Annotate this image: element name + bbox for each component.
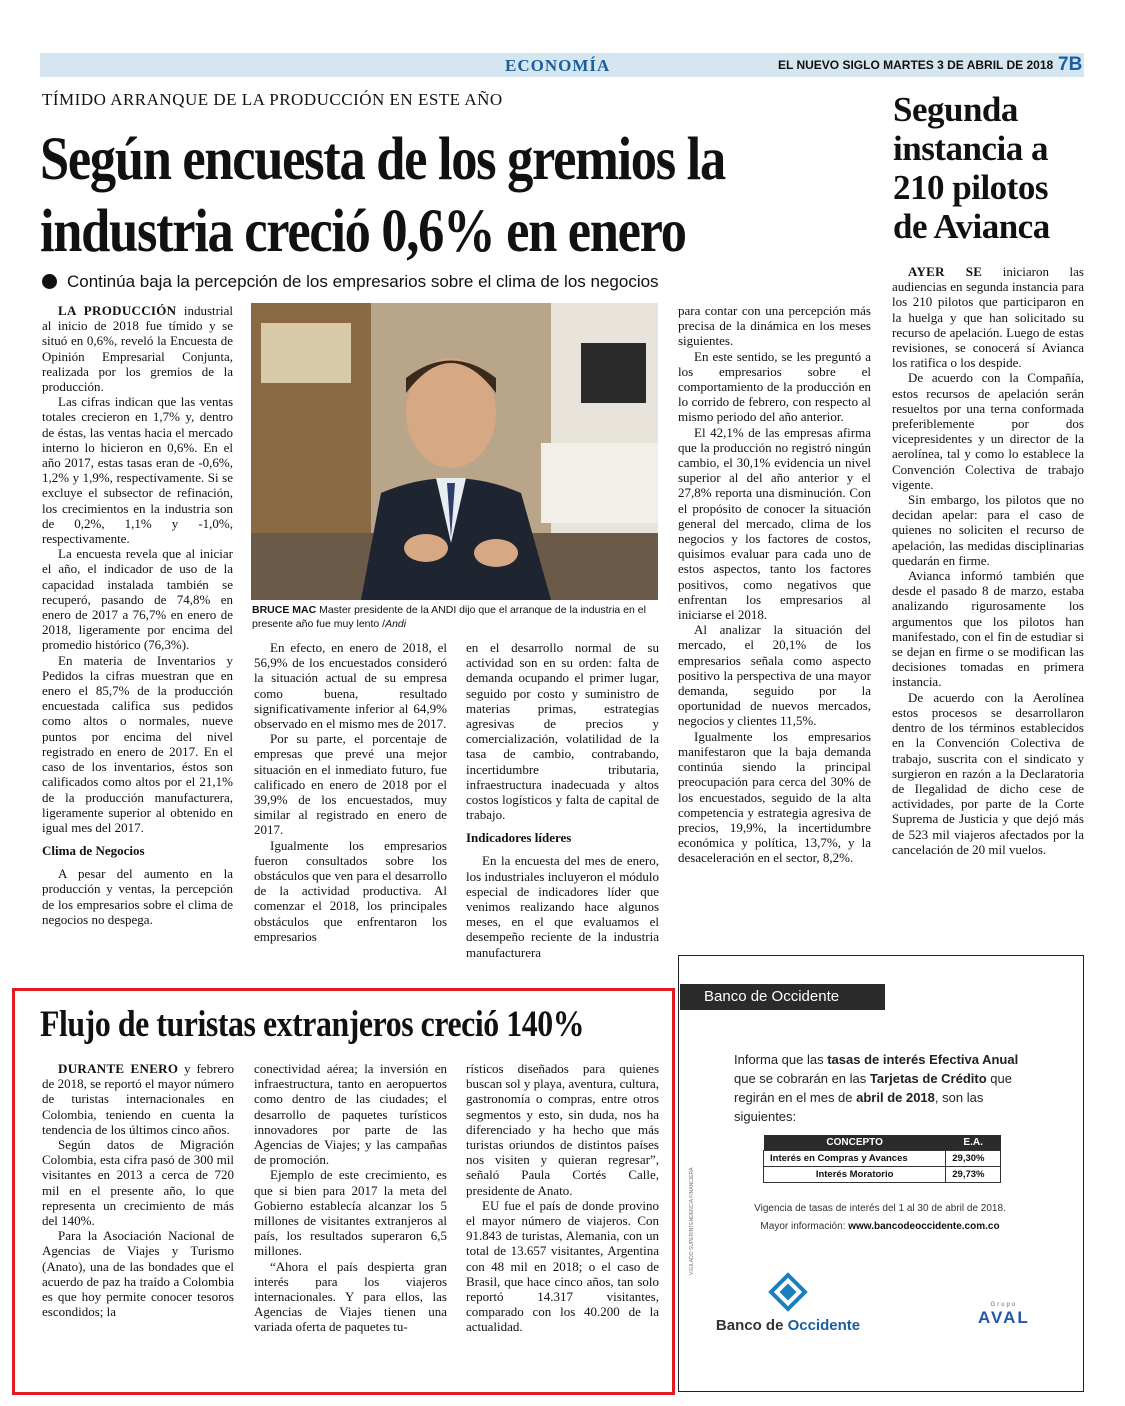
ad-tab: Banco de Occidente bbox=[680, 984, 885, 1010]
ad-text bbox=[734, 1050, 1034, 1126]
paragraph: Igualmente los empresarios fueron consultados sobre los obstáculos que ven para el desarrollo de la actividad productiva. Al comenzar el 2018, los principales obstáculos que enfrentaron los empresarios bbox=[254, 837, 447, 944]
aval-wordmark: AVAL bbox=[978, 1308, 1030, 1327]
photo bbox=[251, 303, 658, 600]
rates-table bbox=[763, 1135, 1001, 1183]
side-column bbox=[892, 264, 1084, 857]
main-kicker: TÍMIDO ARRANQUE DE LA PRODUCCIÓN EN ESTE AÑO bbox=[42, 90, 503, 109]
bank-logo-icon bbox=[768, 1272, 808, 1312]
paragraph: Igualmente los empresarios manifestaron que la baja demanda continúa siendo la principal preocupación para cerca del 30% de los encuestados, seguido de la alta competencia y estrategia agresiva de precios, 19,9%, la incertidumbre económica y política, 13,7%, y la desaceleración en el sector, 8,2%. bbox=[678, 728, 871, 866]
photo-credit: Andi bbox=[385, 618, 407, 630]
paragraph: En la encuesta del mes de enero, los industriales incluyeron el módulo especial de indicadores líder que venimos realizando hace algunos meses, en el que evaluamos el desempeño reciente de la industria manufacturera bbox=[466, 853, 659, 960]
vigilado-text: VIGILADO SUPERINTENDENCIA FINANCIERA bbox=[689, 1167, 695, 1275]
table-cell: Interés Moratorio bbox=[764, 1167, 946, 1183]
paragraph: industrial al inicio de 2018 fue tímido y se situó en 0,6%, reveló la Encuesta de Opinión Empresarial Conjunta, realizada por los gremios de la producción. bbox=[42, 303, 233, 395]
paragraph: Sin embargo, los pilotos que no decidan apelar: para el caso de quienes no soliciten el recurso de apelación, las medidas disciplinarias quedarán en firme. bbox=[892, 492, 1084, 568]
table-row bbox=[764, 1151, 1001, 1167]
paragraph: en el desarrollo normal de su actividad son en su orden: falta de demanda ocupando el primer lugar, seguido por costo y suministro de materias primas, estrategias agresivas de precios y comercialización, volatilidad de la tasa de cambio, contrabando, incertidumbre tributaria, infraestructura inadecuada y altos costos logísticos y falta de capital de trabajo. bbox=[466, 640, 659, 823]
bank-logo bbox=[708, 1272, 868, 1334]
ad-more-info-label: Mayor información: bbox=[760, 1221, 849, 1232]
table-cell: Interés en Compras y Avances bbox=[764, 1151, 946, 1167]
table-cell: 29,73% bbox=[946, 1167, 1001, 1183]
paragraph: Las cifras indican que las ventas totales crecieron en 1,7% y, dentro de éstas, las ventas hacia el mercado interno lo hicieron en 0,6%. En el año 2017, estas tasas eran de -0,6%, 1,2% y 1,9%, respectivamente. Si se excluye el subsector de refinación, los crecimientos en la industria son de 0,2%, 1,1% y -1,0%, respectivamente. bbox=[42, 394, 233, 547]
ad-text-bold: abril de 2018 bbox=[856, 1090, 935, 1105]
paragraph: En efecto, en enero de 2018, el 56,9% de los encuestados consideró la situación actual de su empresa como buena, resultado significativamente inferior al 64,9% observado en el mismo mes de 2017. bbox=[254, 640, 447, 732]
grupo-label: Grupo bbox=[990, 1302, 1018, 1308]
main-headline-line1: Según encuesta de los gremios la bbox=[40, 126, 725, 193]
photo-illustration bbox=[251, 303, 658, 600]
paragraph: De acuerdo con la Compañía, estos recursos de apelación serán resueltos por una terna conformada preferiblemente por dos vicepresidentes y un director de la aerolínea, tal y como lo establece la Convención Colectiva de trabajo vigente. bbox=[892, 370, 1084, 492]
main-headline bbox=[40, 124, 745, 268]
paragraph: El 42,1% de las empresas afirma que la producción no registró ningún cambio, el 30,1% evidencia un nivel superior al del año anterior y el 27,8% reporta una disminución. Con el propósito de conocer la situación general del mercado, clima de los negocios y los factores de costos, quisimos evaluar para cada uno de estos aspectos, tanto los factores positivos, como negativos que enfrentan los empresarios al iniciarse el 2018. bbox=[678, 424, 871, 623]
paragraph: EU fue el país de donde provino el mayor número de viajeros. Con 91.843 de turistas, Alemania, con un total de 13.657 visitantes, Argentina con 48 mil en 2018; o el caso de Brasil, que hace cinco años, tan solo reportó 14.317 visitantes, comparado con los 40.200 de la actualidad. bbox=[466, 1197, 659, 1335]
tourism-headline: Flujo de turistas extranjeros creció 140% bbox=[40, 1004, 585, 1045]
ad-text-bold: tasas de interés Efectiva Anual bbox=[827, 1052, 1019, 1067]
main-column-3 bbox=[466, 640, 659, 960]
paragraph: Según datos de Migración Colombia, esta cifra pasó de 300 mil visitantes en 2013 a cerca de 720 mil en el presente año, lo que representa un crecimiento de más del 140%. bbox=[42, 1137, 234, 1229]
bullet-icon bbox=[42, 274, 57, 289]
paragraph: En este sentido, se les preguntó a los empresarios sobre el comportamiento de la producción en lo corrido de febrero, con respecto al mismo periodo del año anterior. bbox=[678, 348, 871, 425]
main-subhead-text: Continúa baja la percepción de los empresarios sobre el clima de los negocios bbox=[67, 272, 659, 291]
main-column-4 bbox=[678, 303, 871, 866]
ad-footnote bbox=[700, 1200, 1060, 1236]
ad-url-link[interactable]: www.bancodeoccidente.com.co bbox=[848, 1221, 1000, 1232]
page-number: 7B bbox=[1058, 54, 1083, 75]
paragraph: De acuerdo con la Aerolínea estos procesos se desarrollaron dentro de los términos establecidos en la Convención Colectiva de trabajo, suscrita con el sindicato y surgieron en razón a la Declaratoria de Ilegalidad de dicho cese de actividades, por parte de la Corte Suprema de Justicia y que dejó más de 523 mil viajeros afectados por la cancelación de 20 mil vuelos. bbox=[892, 689, 1084, 857]
logo-text-b: Occidente bbox=[787, 1317, 861, 1334]
paragraph: A pesar del aumento en la producción y ventas, la percepción de los empresarios sobre el clima de negocios no despega. bbox=[42, 866, 233, 927]
logo-text-a: Banco de bbox=[715, 1317, 788, 1334]
table-cell: 29,30% bbox=[946, 1151, 1001, 1167]
subheading: Indicadores líderes bbox=[466, 830, 572, 846]
side-headline: Segunda instancia a 210 pilotos de Avianca bbox=[893, 90, 1050, 246]
paragraph: “Ahora el país despierta gran interés para los viajeros internacionales. Y para ellos, las Agencias de Viajes tienen una variada oferta de paquetes tu- bbox=[254, 1258, 447, 1335]
paragraph: Para la Asociación Nacional de Agencias de Viajes y Turismo (Anato), una de las bondades que el acuerdo de paz ha traído a Colombia es que hoy permite conocer tesoros escondidos; la bbox=[42, 1228, 234, 1320]
photo-caption bbox=[252, 603, 657, 631]
table-header: E.A. bbox=[946, 1135, 1001, 1151]
tourism-column-1 bbox=[42, 1061, 234, 1319]
paragraph: Al analizar la situación del mercado, el 20,1% de los empresarios señala como aspecto positivo la perspectiva de una mayor demanda, seguido por la oportunidad de nuevos mercados, negocios y clientes 11,5%. bbox=[678, 622, 871, 729]
tourism-column-2 bbox=[254, 1061, 447, 1335]
section-name: ECONOMÍA bbox=[505, 56, 611, 75]
ad-text-part: que se cobrarán en las bbox=[734, 1071, 870, 1086]
subheading: Clima de Negocios bbox=[42, 843, 145, 859]
aval-logo bbox=[978, 1302, 1030, 1328]
paragraph: Por su parte, el porcentaje de empresas que prevé una mejor situación en el inmediato futuro, fue calificado en enero de 2018 por el 39,9% de los encuestados, muy similar al registrado en enero de 2017. bbox=[254, 731, 447, 838]
main-column-2 bbox=[254, 640, 447, 944]
ad-text-part: que regirán en el mes de bbox=[734, 1071, 1012, 1105]
lead-in: DURANTE ENERO bbox=[58, 1061, 179, 1076]
main-headline-line2: industria creció 0,6% en enero bbox=[40, 198, 686, 265]
main-subhead bbox=[42, 272, 659, 292]
paragraph: En materia de Inventarios y Pedidos la cifras muestran que en enero el 85,7% de la producción encuestada califica sus pedidos como altos o normales, nueve puntos por encima del nivel registrado en enero de 2017. En el caso de los inventarios, éstos son calificados como altos por el 21,1% de la producción manufacturera, ligeramente superior al obtenido en igual mes del 2017. bbox=[42, 652, 233, 835]
ad-text-part: Informa que las bbox=[734, 1052, 828, 1067]
paragraph: rísticos diseñados para quienes buscan sol y playa, aventura, cultura, gastronomía o compras, entre otros segmentos y esto, sin duda, nos ha diferenciado y ha hecho que más turistas oriundos de distintos países nos visiten y quieran regresar”, señaló Paula Cortés Calle, presidente de Anato. bbox=[466, 1061, 659, 1198]
ad-more-info bbox=[700, 1218, 1060, 1236]
dateline: EL NUEVO SIGLO MARTES 3 DE ABRIL DE 2018 bbox=[778, 58, 1054, 72]
paragraph: para contar con una percepción más precisa de la dinámica en los meses siguientes. bbox=[678, 303, 871, 349]
paragraph: La encuesta revela que al iniciar el año, el indicador de uso de la capacidad instalada también se recuperó, pasando de 74,8% en enero de 2017 a 76,7% en enero de 2018, ligeramente por encima del promedio histórico (76,3%). bbox=[42, 546, 233, 653]
tourism-column-3 bbox=[466, 1061, 659, 1335]
lead-in: AYER SE bbox=[908, 264, 983, 279]
paragraph: y febrero de 2018, se reportó el mayor número de turistas internacionales en Colombia, teniendo en cuenta la tendencia de los últimos cinco años. bbox=[42, 1061, 234, 1137]
paragraph: Ejemplo de este crecimiento, es que si bien para 2017 la meta del Gobierno establecía alcanzar los 5 millones de visitantes extranjeros al país, los resultados superaron 6,5 millones. bbox=[254, 1167, 447, 1259]
lead-in: LA PRODUCCIÓN bbox=[58, 303, 177, 318]
caption-text: Master presidente de la ANDI dijo que el arranque de la industria en el presente año fue muy lento / bbox=[252, 604, 646, 630]
paragraph: conectividad aérea; la inversión en infraestructura, tanto en aeropuertos como dentro de las ciudades; el desarrollo de paquetes turísticos innovadores por parte de las Agencias de Viajes; y las campañas de promoción. bbox=[254, 1061, 447, 1168]
ad-vigencia: Vigencia de tasas de interés del 1 al 30 de abril de 2018. bbox=[754, 1203, 1006, 1214]
paragraph: Avianca informó también que desde el pasado 8 de marzo, estaba analizando rigurosamente los argumentos que los pilotos han manifestado, con el fin de estudiar si se dejan en firme o se modifican las decisiones tomadas en primera instancia. bbox=[892, 568, 1084, 690]
paragraph: iniciaron las audiencias en segunda instancia para los 210 pilotos que participaron en la huelga y que han solicitado su recurso de apelación. Luego de estas revisiones, se conocerá sí Avianca los ratifica o los despide. bbox=[892, 264, 1084, 371]
main-column-1 bbox=[42, 303, 233, 927]
table-row bbox=[764, 1167, 1001, 1183]
table-header-row bbox=[764, 1135, 1001, 1151]
bank-logo-text bbox=[708, 1317, 868, 1334]
ad-text-bold: Tarjetas de Crédito bbox=[869, 1071, 987, 1086]
table-header: CONCEPTO bbox=[764, 1135, 946, 1151]
caption-name: BRUCE MAC bbox=[252, 604, 317, 616]
ad-text-part: , son las siguientes: bbox=[734, 1090, 984, 1124]
